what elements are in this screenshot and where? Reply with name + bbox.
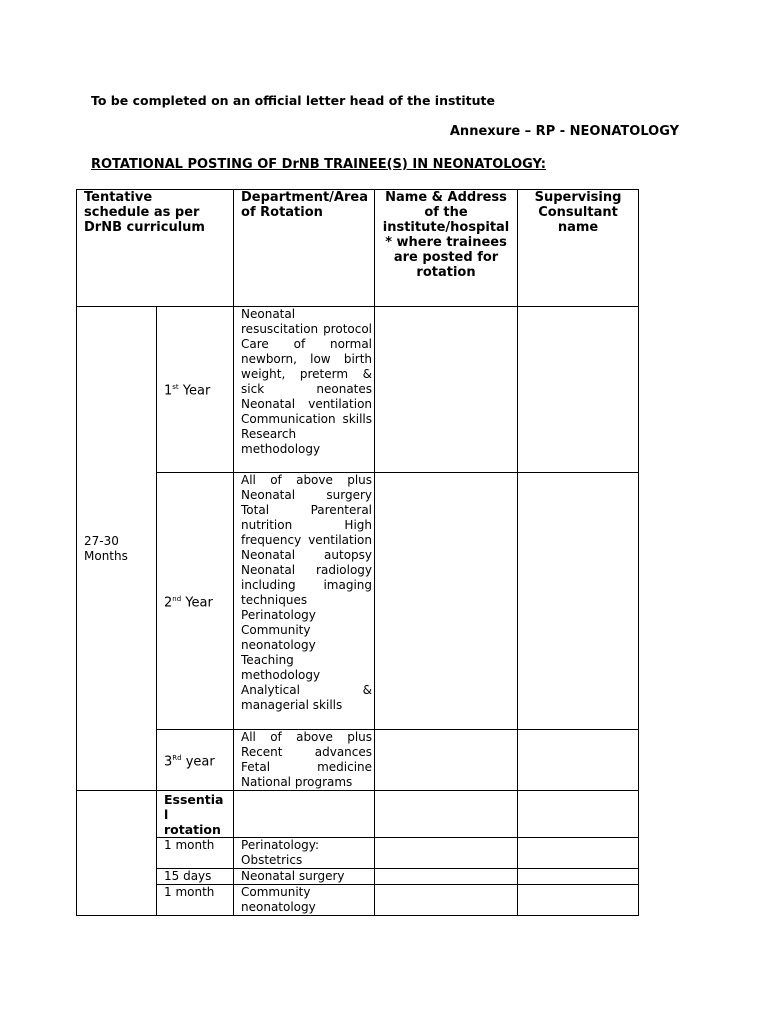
duration-cell: 27-30 Months [77,307,157,791]
empty-cell [77,791,157,916]
institute-cell [375,885,518,916]
consultant-cell [518,838,639,869]
empty-cell [234,791,375,838]
consultant-cell [518,730,639,791]
empty-cell [518,791,639,838]
table-row-essential-1 [77,838,639,869]
essential-duration: 15 days [157,869,234,885]
rotation-table [76,189,639,916]
essential-duration: 1 month [157,885,234,916]
rotation-area-text: All of above plus Neonatal surgery Total Parenteral nutrition High frequency ventilation Neonatal autopsy Neonatal radiology including imaging techniques Perinatology Community neonatology Teaching methodology Analytical & managerial skills [234,473,375,730]
institute-cell [375,307,518,473]
annexure-title: Annexure – RP - NEONATOLOGY [449,124,679,139]
table-row-year-2 [77,473,639,730]
institute-cell [375,730,518,791]
consultant-cell [518,869,639,885]
instruction-text: To be completed on an official letter head of the institute [91,93,495,108]
essential-label: Essentia l rotation [157,791,234,838]
header-institute: Name & Address of the institute/hospital * where trainees are posted for rotation [375,190,518,307]
year-label: 2nd Year [157,473,234,730]
table-row-essential-2 [77,869,639,885]
rotation-area-text: All of above plus Recent advances Fetal medicine National programs [234,730,375,791]
institute-cell [375,838,518,869]
consultant-cell [518,473,639,730]
header-department: Department/Area of Rotation [234,190,375,307]
header-consultant: Supervising Consultant name [518,190,639,307]
consultant-cell [518,885,639,916]
institute-cell [375,869,518,885]
header-schedule: Tentative schedule as per DrNB curriculum [77,190,234,307]
rotation-area-text: Neonatal resuscitation protocol Care of normal newborn, low birth weight, preterm & sick neonates Neonatal ventilation Communication skills Research methodology [234,307,375,473]
table-row-essential-3 [77,885,639,916]
table-row-essential [77,791,639,838]
year-label: 1st Year [157,307,234,473]
empty-cell [375,791,518,838]
institute-cell [375,473,518,730]
essential-area: Community neonatology [234,885,375,916]
table-row-year-1 [77,307,639,473]
essential-duration: 1 month [157,838,234,869]
year-label: 3Rd year [157,730,234,791]
consultant-cell [518,307,639,473]
table-row-year-3 [77,730,639,791]
essential-area: Neonatal surgery [234,869,375,885]
essential-area: Perinatology: Obstetrics [234,838,375,869]
page-heading: ROTATIONAL POSTING OF DrNB TRAINEE(S) IN NEONATOLOGY: [91,157,547,172]
table-header-row [77,190,639,307]
